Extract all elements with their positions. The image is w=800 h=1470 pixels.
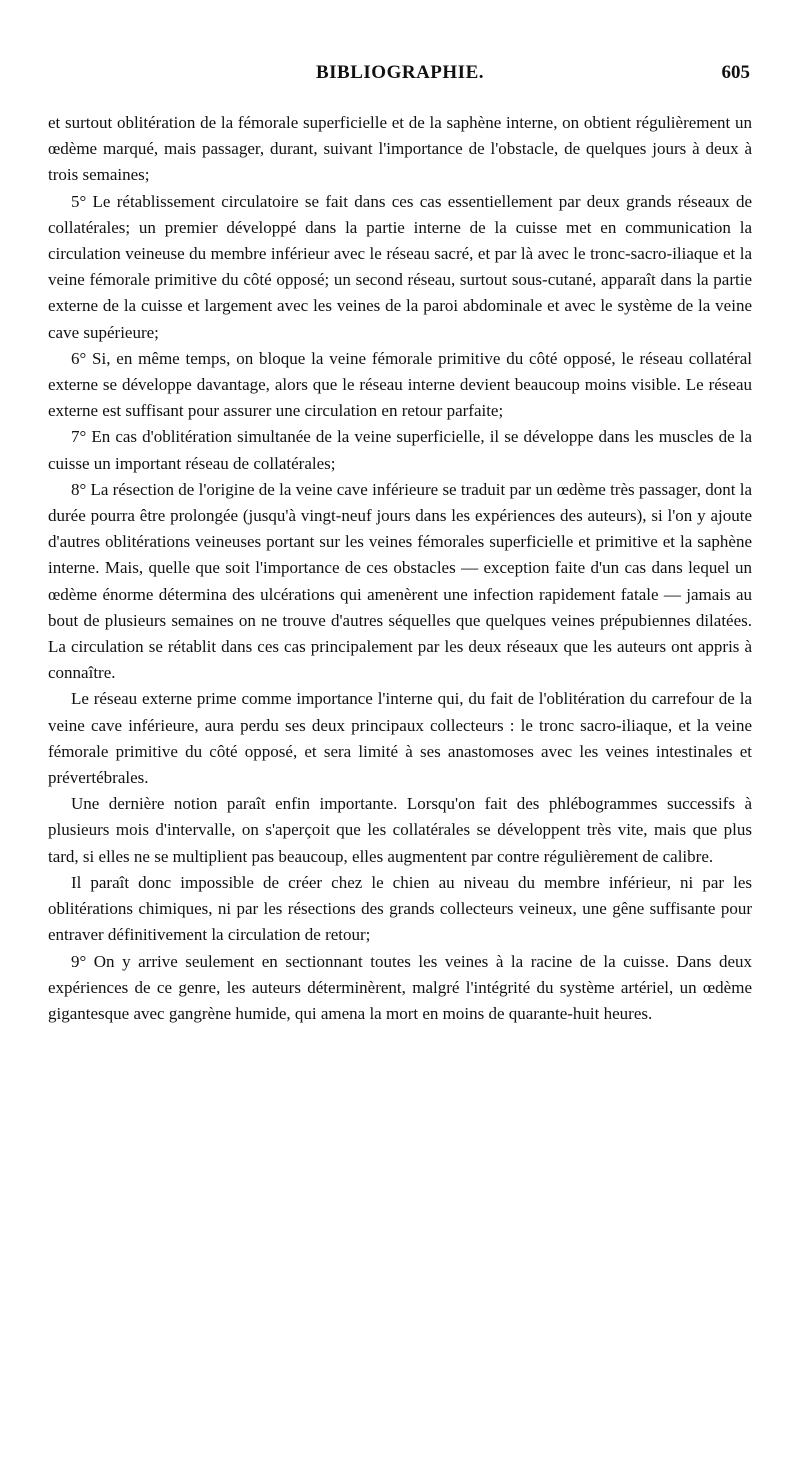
paragraph-2: 5° Le rétablissement circulatoire se fait dans ces cas essentiellement par deux grands réseaux de collatérales; un premier développé dans la partie interne de la cuisse met en communication la circulation veineuse du membre inférieur avec le réseau sacré, et par là avec le tronc-sacro-iliaque et la veine fémorale primitive du côté opposé; un second réseau, surtout sous-cutané, apparaît dans la partie externe de la cuisse et largement avec les veines de la paroi abdominale et avec le système de la veine cave supérieure; [48,191,752,342]
paragraph-4: 7° En cas d'oblitération simultanée de la veine superficielle, il se développe dans les muscles de la cuisse un important réseau de collatérales; [48,427,752,473]
body-text [48,110,752,1027]
running-title: BIBLIOGRAPHIE. [315,62,484,83]
page-number: 605 [721,62,750,83]
paragraph-7: Une dernière notion paraît enfin importante. Lorsqu'on fait des phlébogrammes successifs à plusieurs mois d'intervalle, on s'aperçoit que les collatérales se développent très vite, mais que plus tard, si elles ne se multiplient pas beaucoup, elles augmentent par contre régulièrement de calibre. [48,794,752,866]
running-header [48,62,752,96]
paragraph-1: et surtout oblitération de la fémorale superficielle et de la saphène interne, on obtient régulièrement un œdème marqué, mais passager, durant, suivant l'importance de l'obstacle, de quelques jours à deux à trois semaines; [48,113,752,185]
paragraph-6: Le réseau externe prime comme importance l'interne qui, du fait de l'oblitération du carrefour de la veine cave inférieure, aura perdu ses deux principaux collecteurs : le tronc sacro-iliaque, et la veine fémorale primitive du côté opposé, et sera limité à ses anastomoses avec les veines intestinales et prévertébrales. [48,689,752,788]
paragraph-8: Il paraît donc impossible de créer chez le chien au niveau du membre inférieur, ni par les oblitérations chimiques, ni par les résections des grands collecteurs veineux, une gêne suffisante pour entraver définitivement la circulation de retour; [48,872,752,945]
paragraph-3: 6° Si, en même temps, on bloque la veine fémorale primitive du côté opposé, le réseau collatéral externe se développe davantage, alors que le réseau interne devient beaucoup moins visible. Le réseau externe est suffisant pour assurer une circulation en retour parfaite; [48,348,752,421]
paragraph-9: 9° On y arrive seulement en sectionnant toutes les veines à la racine de la cuisse. Dans deux expériences de ce genre, les auteurs déterminèrent, malgré l'intégrité du système artériel, un œdème gigantesque avec gangrène humide, qui amena la mort en moins de quarante-huit heures. [48,951,752,1023]
paragraph-5: 8° La résection de l'origine de la veine cave inférieure se traduit par un œdème très passager, dont la durée pourra être prolongée (jusqu'à vingt-neuf jours dans les expériences des auteurs), si l'on y ajoute d'autres oblitérations veineuses portant sur les veines fémorales superficielle et primitive et la saphène interne. Mais, quelle que soit l'importance de ces obstacles — exception faite d'un cas dans lequel un œdème énorme détermina des ulcérations qui amenèrent une infection rapidement fatale — jamais au bout de plusieurs semaines on ne trouve d'autres séquelles que quelques veines prépubiennes dilatées. La circulation se rétablit dans ces cas principalement par les deux réseaux que les auteurs ont appris à connaître. [48,479,752,683]
document-page [48,62,752,1027]
